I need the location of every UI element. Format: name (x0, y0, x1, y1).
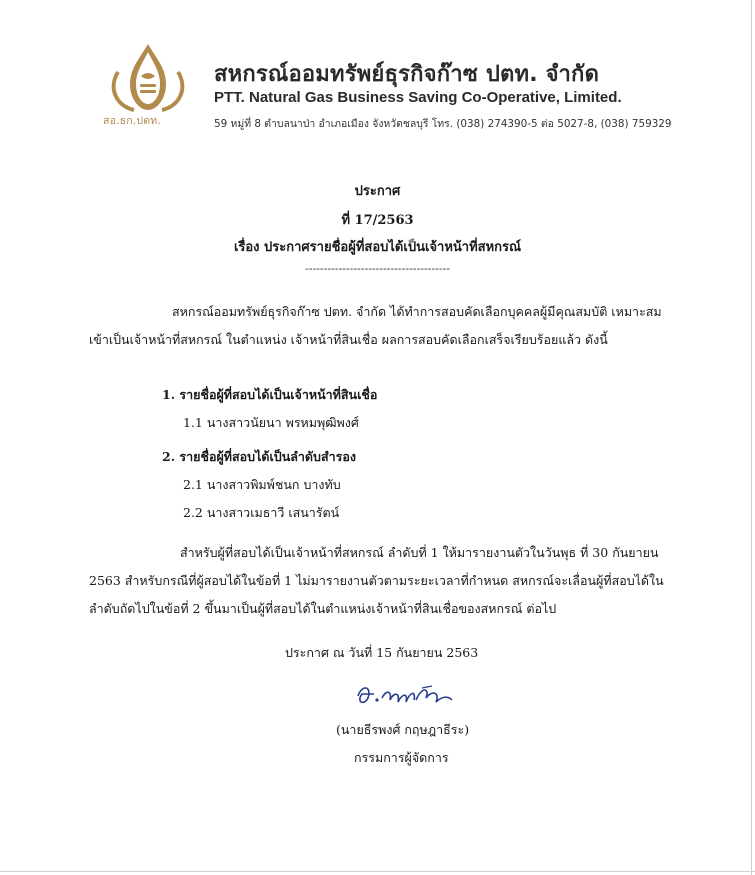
page-edge-right (751, 0, 752, 875)
list-item: 2.1 นางสาวพิมพ์ชนก บางทับ (183, 477, 341, 492)
intro-line-2: เข้าเป็นเจ้าหน้าที่สหกรณ์ ในตำแหน่ง เจ้าหน้าที่สินเชื่อ ผลการสอบคัดเลือกเสร็จเรียบร้อยแล้ว ดังนี้ (89, 332, 608, 347)
org-name-english: PTT. Natural Gas Business Saving Co-Operative, Limited. (214, 89, 622, 106)
section-title: 2. รายชื่อผู้ที่สอบได้เป็นลำดับสำรอง (162, 449, 356, 464)
signatory-name: (นายธีรพงศ์ กฤษฎาธีระ) (336, 722, 470, 737)
closing-line-3: ลำดับถัดไปในข้อที่ 2 ขึ้นมาเป็นผู้ที่สอบได้ในตำแหน่งเจ้าหน้าที่สินเชื่อของสหกรณ์ ต่อไป (89, 601, 557, 616)
closing-line-1: สำหรับผู้ที่สอบได้เป็นเจ้าหน้าที่สหกรณ์ ลำดับที่ 1 ให้มารายงานตัวในวันพุธ ที่ 30 กันยายน (180, 545, 659, 560)
announcement-date: ประกาศ ณ วันที่ 15 กันยายน 2563 (285, 645, 479, 660)
logo-caption: สอ.ธก.ปตท. (103, 115, 161, 127)
page-edge-bottom (0, 871, 755, 872)
announcement-number: ที่ 17/2563 (341, 213, 414, 228)
heading-divider: --------------------------------------- (305, 262, 450, 275)
org-address: 59 หมู่ที่ 8 ตำบลนาป่า อำเภอเมือง จังหวัดชลบุรี โทร. (038) 274390-5 ต่อ 5027-8, (038) 759329 (214, 118, 672, 130)
section-title: 1. รายชื่อผู้ที่สอบได้เป็นเจ้าหน้าที่สินเชื่อ (162, 387, 378, 402)
intro-line-1: สหกรณ์ออมทรัพย์ธุรกิจก๊าซ ปตท. จำกัด ได้ทำการสอบคัดเลือกบุคคลผู้มีคุณสมบัติ เหมาะสม (172, 304, 662, 319)
closing-line-2: 2563 สำหรับกรณีที่ผู้สอบได้ในข้อที่ 1 ไม่มารายงานตัวตามระยะเวลาที่กำหนด สหกรณ์จะเลื่อนผู้ที่สอบได้ใน (89, 573, 664, 588)
org-name-thai: สหกรณ์ออมทรัพย์ธุรกิจก๊าซ ปตท. จำกัด (214, 62, 600, 87)
signatory-title: กรรมการผู้จัดการ (354, 750, 449, 765)
list-item: 2.2 นางสาวเมธาวี เสนารัตน์ (183, 505, 340, 520)
list-item: 1.1 นางสาวนัยนา พรหมพุฒิพงศ์ (183, 415, 359, 430)
announcement-subject: เรื่อง ประกาศรายชื่อผู้ที่สอบได้เป็นเจ้าหน้าที่สหกรณ์ (233, 240, 522, 255)
announcement-label: ประกาศ (354, 184, 401, 199)
handwritten-signature (352, 680, 460, 710)
